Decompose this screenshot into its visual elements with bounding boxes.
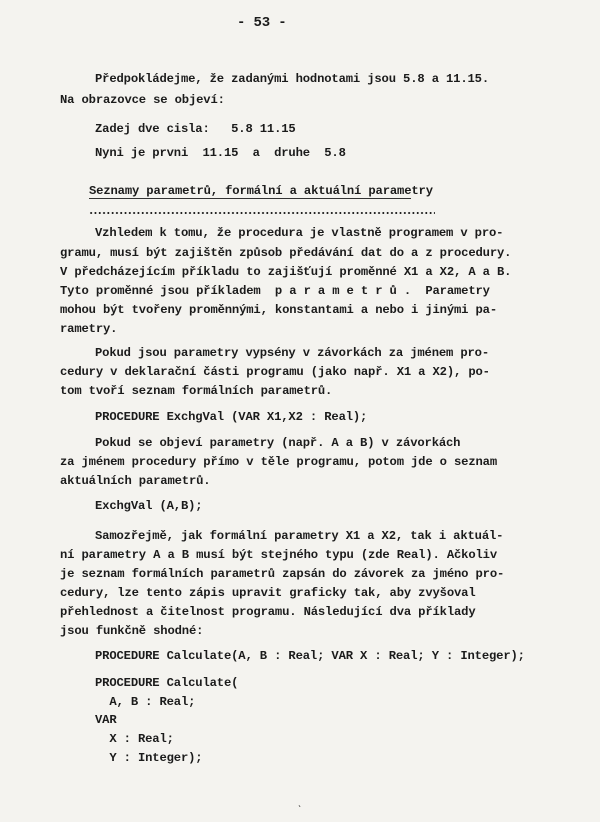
section-heading: Seznamy parametrů, formální a aktuální parametry: [89, 184, 433, 198]
page-number: - 53 -: [237, 15, 287, 31]
screen-output-line-1: Zadej dve cisla: 5.8 11.15: [95, 122, 296, 136]
para1-line: mohou být tvořeny proměnnými, konstantami a nebo i jinými pa-: [60, 303, 497, 317]
intro-line-1: Předpokládejme, že zadanými hodnotami jsou 5.8 a 11.15.: [95, 72, 490, 86]
para1-line: Tyto proměnné jsou příkladem p a r a m e t r ů . Parametry: [60, 284, 490, 298]
para3-line: za jménem procedury přímo v těle programu, potom jde o seznam: [60, 455, 497, 469]
para4-line: je seznam formálních parametrů zapsán do závorek za jméno pro-: [60, 567, 505, 581]
para1-line: Vzhledem k tomu, že procedura je vlastně programem v pro-: [95, 226, 504, 240]
code-calculate-block-line: PROCEDURE Calculate(: [95, 676, 239, 690]
intro-line-2: Na obrazovce se objeví:: [60, 93, 225, 107]
para1-line: gramu, musí být zajištěn způsob předávání dat do a z procedury.: [60, 246, 512, 260]
code-calculate-block-line: VAR: [95, 713, 117, 727]
para4-line: jsou funkčně shodné:: [60, 624, 204, 638]
code-calculate-one-line: PROCEDURE Calculate(A, B : Real; VAR X : Real; Y : Integer);: [95, 649, 525, 663]
para3-line: Pokud se objeví parametry (např. A a B) v závorkách: [95, 436, 461, 450]
stray-mark: ˋ: [297, 806, 304, 817]
para4-line: Samozřejmě, jak formální parametry X1 a X2, tak i aktuál-: [95, 529, 504, 543]
para2-line: Pokud jsou parametry vypsény v závorkách za jménem pro-: [95, 346, 490, 360]
para4-line: cedury, lze tento zápis upravit graficky tak, aby zvyšoval: [60, 586, 476, 600]
para3-line: aktuálních parametrů.: [60, 474, 211, 488]
para2-line: tom tvoří seznam formálních parametrů.: [60, 384, 333, 398]
code-calculate-block-line: Y : Integer);: [95, 751, 203, 765]
dotted-rule: [89, 212, 435, 214]
para1-line: rametry.: [60, 322, 118, 336]
para4-line: přehlednost a čitelnost programu. Následující dva příklady: [60, 605, 476, 619]
code-exchgval-call: ExchgVal (A,B);: [95, 499, 203, 513]
code-calculate-block-line: A, B : Real;: [95, 695, 196, 709]
code-calculate-block-line: X : Real;: [95, 732, 174, 746]
para4-line: ní parametry A a B musí být stejného typu (zde Real). Ačkoliv: [60, 548, 497, 562]
para1-line: V předcházejícím příkladu to zajišťují proměnné X1 a X2, A a B.: [60, 265, 512, 279]
para2-line: cedury v deklarační části programu (jako např. X1 a X2), po-: [60, 365, 490, 379]
code-procedure-exchgval: PROCEDURE ExchgVal (VAR X1,X2 : Real);: [95, 410, 368, 424]
heading-underline: [89, 198, 411, 199]
screen-output-line-2: Nyni je prvni 11.15 a druhe 5.8: [95, 146, 346, 160]
